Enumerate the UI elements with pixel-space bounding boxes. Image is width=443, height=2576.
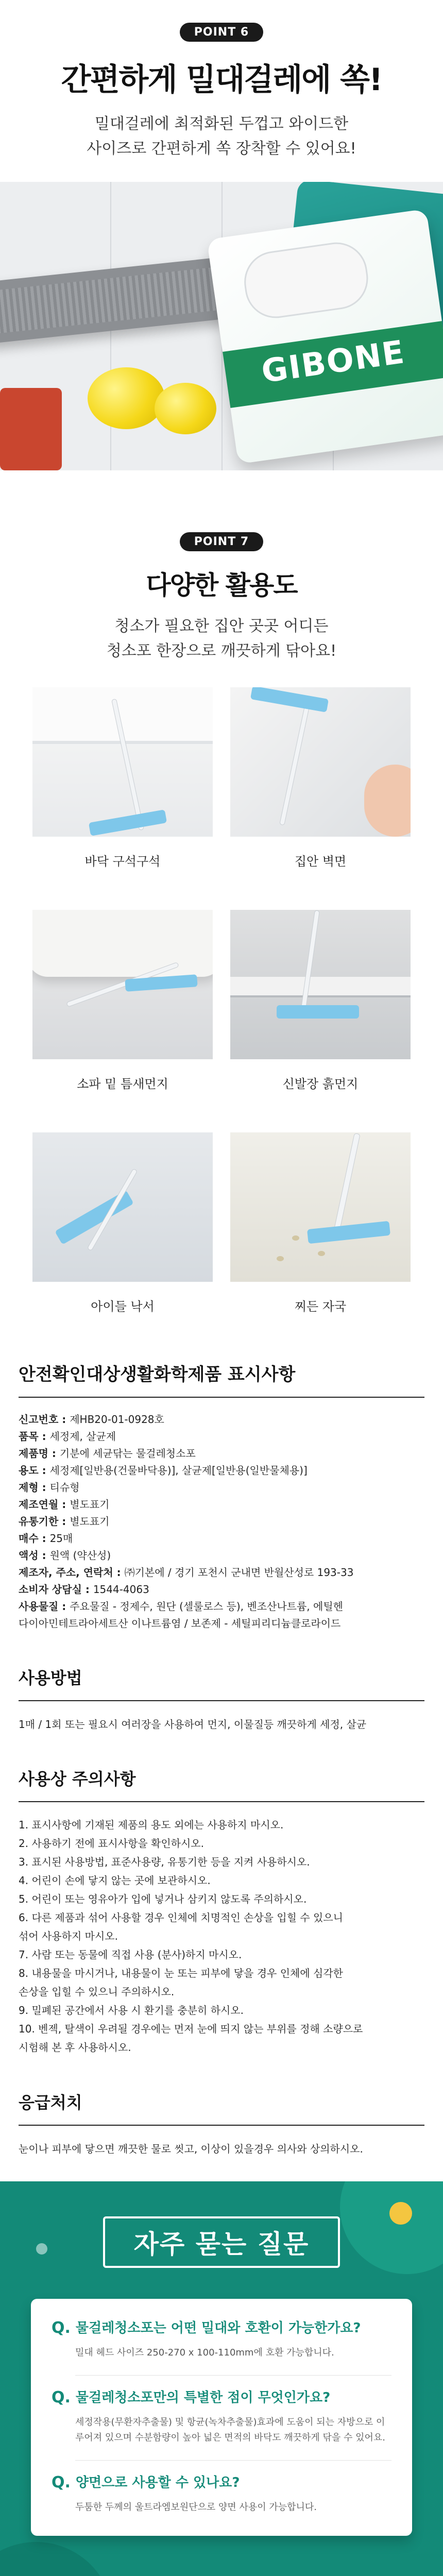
label-value: 25매: [49, 1532, 73, 1545]
label-value: 별도표기: [70, 1498, 110, 1511]
usage-card-doodle: [32, 1132, 213, 1355]
emergency-text: 눈이나 피부에 닿으면 깨끗한 물로 씻고, 이상이 있을경우 의사와 상의하시오.: [19, 2143, 363, 2155]
sofa-image: [32, 910, 213, 977]
caution-item: 시험해 본 후 사용하시오.: [19, 2041, 131, 2054]
point7-description: [0, 614, 443, 664]
label-row: [19, 1547, 424, 1564]
faq-question: [52, 2319, 391, 2337]
usage-caption-sofa: 소파 밑 틈새먼지: [77, 1077, 168, 1091]
caution-list: [19, 1802, 424, 2057]
caution-item: 6. 다른 제품과 섞어 사용할 경우 인체에 치명적인 손상을 입힐 수 있으니: [19, 1911, 343, 1924]
wipes-pack-front: [207, 209, 443, 464]
usage-caption-wall: 집안 벽면: [294, 854, 347, 869]
caution-item: 2. 사용하기 전에 표시사항을 확인하시오.: [19, 1837, 204, 1850]
pack-lid: [240, 239, 372, 322]
usage-text: 1매 / 1회 또는 필요시 여러장을 사용하여 먼지, 이물질등 깨끗하게 세정, 살균: [19, 1718, 367, 1731]
entrance-step: [230, 977, 411, 997]
mop-head: [250, 687, 329, 713]
kids-doodle-photo: [32, 1132, 213, 1282]
label-row: [19, 1564, 424, 1581]
stain-photo: [230, 1132, 411, 1282]
question-mark-icon: Q.: [52, 2388, 71, 2406]
mop-head: [307, 1221, 390, 1244]
usage-caption-floor: 바닥 구석구석: [84, 854, 161, 869]
caution-item: 8. 내용물을 마시거나, 내용물이 눈 또는 피부에 닿을 경우 인체에 심각한: [19, 1967, 343, 1979]
usage-caption-stain: 찌든 자국: [294, 1299, 347, 1314]
label-row: [19, 1496, 424, 1513]
point6-product-photo: [0, 182, 443, 470]
usage-photo-grid: [0, 687, 443, 1355]
faq-question-text: 물걸레청소포만의 특별한 점이 무엇인가요?: [75, 2390, 331, 2405]
label-row: [19, 1598, 424, 1615]
faq-answer: 밀대 헤드 사이즈 250-270 x 100-110mm에 호환 가능합니다.: [75, 2345, 391, 2376]
label-title: 안전확인대상생활화학제품 표시사항: [19, 1360, 424, 1398]
usage-card-shoe: [230, 910, 411, 1132]
usage-caption-doodle: 아이들 낙서: [91, 1299, 155, 1314]
point7-badge: POINT 7: [180, 532, 263, 551]
point7-section: [0, 532, 443, 1355]
label-row: [19, 1445, 424, 1462]
red-pack-edge: [0, 388, 62, 470]
point6-description: [0, 112, 443, 161]
label-row: [19, 1462, 424, 1479]
product-label-section: [0, 1355, 443, 2158]
sofa-gap-photo: [32, 910, 213, 1059]
faq-question-text: 양면으로 사용할 수 있나요?: [75, 2475, 240, 2490]
label-value: 세정제, 살균제: [49, 1430, 116, 1443]
label-key: 액성 :: [19, 1549, 50, 1562]
caution-item: 1. 표시사항에 기재된 제품의 용도 외에는 사용하지 마시오.: [19, 1819, 284, 1831]
lemon-image: [88, 367, 165, 429]
label-row: [19, 1428, 424, 1445]
point6-heading: 간편하게 밀대걸레에 쏙!: [61, 62, 382, 98]
caution-item: 3. 표시된 사용방법, 표준사용량, 유통기한 등을 지켜 사용하시오.: [19, 1856, 310, 1868]
label-value: 주요물질 - 정제수, 원단 (셀룰로스 등), 벤조산나트륨, 에틸헨: [70, 1600, 343, 1613]
usage-card-floor: [32, 687, 213, 910]
faq-title: 자주 묻는 질문: [103, 2216, 340, 2268]
lemon-half-image: [155, 383, 216, 434]
usage-title: 사용방법: [19, 1655, 424, 1701]
hand-image: [364, 765, 411, 837]
usage-card-stain: [230, 1132, 411, 1355]
faq-answer: 세정작용(무환자추출물) 및 항균(녹차추출물)효과에 도움이 되는 자방으로 이루어져 있으며 수분함량이 높아 넓은 면적의 바닥도 깨끗하게 닦을 수 있어요.: [75, 2415, 391, 2461]
shoe-cabinet-photo: [230, 910, 411, 1059]
label-key: 용도 :: [19, 1464, 50, 1477]
question-mark-icon: Q.: [52, 2319, 71, 2337]
label-key: 제조연월 :: [19, 1498, 70, 1511]
faq-answer: 두툼한 두께의 울트라엠보원단으로 양면 사용이 가능합니다.: [75, 2502, 317, 2513]
label-key: 유통기한 :: [19, 1515, 70, 1528]
caution-item: 7. 사람 또는 동물에 직접 사용 (분사)하지 마시오.: [19, 1948, 242, 1961]
label-key: 품목 :: [19, 1430, 50, 1443]
faq-question: [52, 2389, 391, 2406]
decor-circle: [0, 2542, 113, 2576]
caution-item: 9. 밀폐된 공간에서 사용 시 환기를 충분히 하시오.: [19, 2004, 244, 2016]
label-key: 매수 :: [19, 1532, 50, 1545]
caution-item: 5. 어린이 또는 영유아가 입에 넣거나 삼키지 않도록 주의하시오.: [19, 1893, 307, 1905]
point6-desc-line2: 사이즈로 간편하게 쏙 장착할 수 있어요!: [87, 140, 356, 158]
point7-desc-line2: 청소포 한장으로 깨끗하게 닦아요!: [106, 642, 337, 660]
label-list: [19, 1398, 424, 1632]
usage-card-sofa: [32, 910, 213, 1132]
mop-stick: [279, 704, 310, 826]
label-row: [19, 1615, 424, 1632]
point7-desc-line1: 청소가 필요한 집안 곳곳 어디든: [114, 617, 329, 635]
emergency-title: 응급처치: [19, 2093, 82, 2112]
point6-desc-line1: 밀대걸레에 최적화된 두껍고 와이드한: [94, 115, 349, 133]
label-row: [19, 1530, 424, 1547]
caution-item: 손상을 입힐 수 있으니 주의하시오.: [19, 1986, 175, 1998]
label-key: 제형 :: [19, 1481, 50, 1494]
stain-mark: [277, 1256, 284, 1261]
label-value: 다이아민테트라아세트산 이나트륨염 / 보존제 - 세틸피리디늄클로라이드: [19, 1617, 341, 1630]
label-row: [19, 1513, 424, 1530]
label-value: 티슈형: [49, 1481, 80, 1494]
usage-card-wall: [230, 687, 411, 910]
point6-section: [0, 0, 443, 470]
mop-head: [277, 1005, 359, 1019]
pack-brand-logo: GIBONE: [259, 333, 407, 391]
label-key: 소비자 상담실 :: [19, 1583, 93, 1596]
usage-caption-shoe: 신발장 흙먼지: [282, 1077, 359, 1091]
label-row: [19, 1581, 424, 1598]
caution-item: 10. 벤젝, 탈색이 우려될 경우에는 먼저 눈에 띄지 않는 부위를 정해 소량으로: [19, 2023, 363, 2035]
faq-card: [31, 2299, 412, 2536]
label-value: ㈜기본에 / 경기 포천시 군내면 반월산성로 193-33: [124, 1566, 354, 1579]
faq-title-wrap: [0, 2181, 443, 2268]
label-value: 원액 (약산성): [49, 1549, 111, 1562]
floor-corner-photo: [32, 687, 213, 837]
faq-question-text: 물걸레청소포는 어떤 밀대와 호환이 가능한가요?: [75, 2320, 361, 2336]
faq-section: [0, 2181, 443, 2576]
caution-item: 섞어 사용하지 마시오.: [19, 1930, 118, 1942]
section-gap: [0, 470, 443, 532]
question-mark-icon: Q.: [52, 2473, 71, 2492]
caution-title: 사용상 주의사항: [19, 1756, 424, 1802]
point7-heading: 다양한 활용도: [146, 570, 297, 600]
label-key: 사용물질 :: [19, 1600, 70, 1613]
label-key: 제품명 :: [19, 1447, 60, 1460]
stain-mark: [318, 1251, 325, 1256]
label-value: 기분에 세균닦는 물걸레청소포: [59, 1447, 196, 1460]
label-key: 신고번호 :: [19, 1413, 70, 1426]
label-value: 별도표기: [70, 1515, 110, 1528]
label-row: [19, 1411, 424, 1428]
faq-question: [52, 2474, 391, 2492]
label-row: [19, 1479, 424, 1496]
label-value: 1544-4063: [93, 1583, 149, 1596]
label-value: 세정제[일반용(건물바닥용)], 살균제[일반용(일반물체용)]: [49, 1464, 308, 1477]
stain-mark: [292, 1235, 299, 1241]
point6-badge: POINT 6: [180, 23, 263, 42]
mop-stick: [333, 1133, 360, 1235]
mop-head: [89, 809, 167, 836]
caution-item: 4. 어린이 손에 닿지 않는 곳에 보관하시오.: [19, 1874, 211, 1887]
label-key: 제조자, 주소, 연락처 :: [19, 1566, 125, 1579]
label-value: 제HB20-01-0928호: [70, 1413, 164, 1426]
wall-photo: [230, 687, 411, 837]
